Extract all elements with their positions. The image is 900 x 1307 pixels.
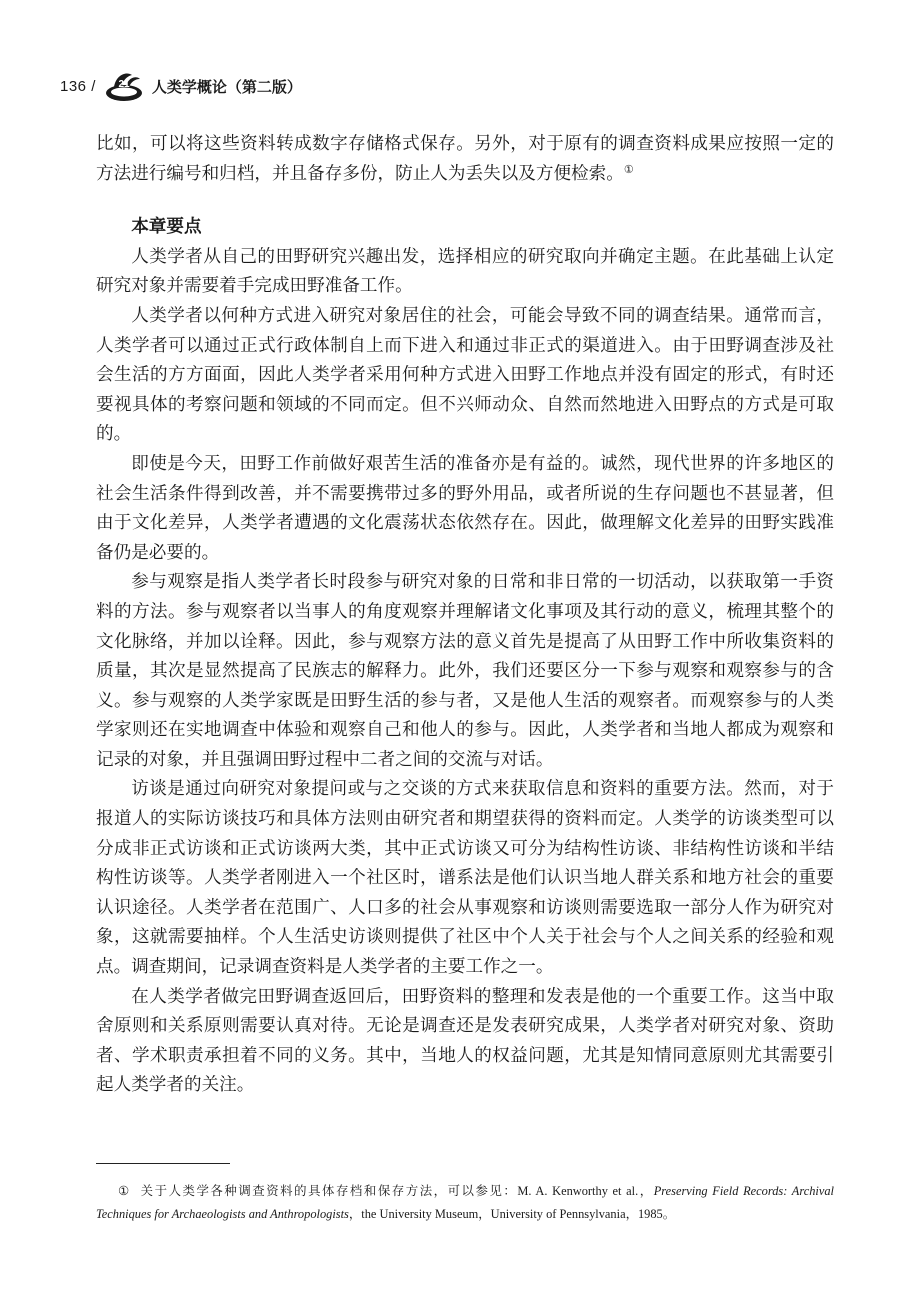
paragraph-5: 访谈是通过向研究对象提问或与之交谈的方式来获取信息和资料的重要方法。然而，对于报道人的实际访谈技巧和具体方法则由研究者和期望获得的资料而定。人类学的访谈类型可以分成非正式访谈和正式访谈两大类，其中正式访谈又可分为结构性访谈、非结构性访谈和半结构性访谈等。人类学者刚进入一个社区时，谱系法是他们认识当地人群关系和地方社会的重要认识途径。人类学者在范围广、人口多的社会从事观察和访谈则需要选取一部分人作为研究对象，这就需要抽样。个人生活史访谈则提供了社区中个人关于社会与个人之间关系的经验和观点。调查期间，记录调查资料是人类学者的主要工作之一。	[96, 779, 834, 978]
footnote-divider	[96, 1163, 230, 1164]
paragraph-4: 参与观察是指人类学者长时段参与研究对象的日常和非日常的一切活动，以获取第一手资料的方法。参与观察者以当事人的角度观察并理解诸文化事项及其行动的意义，梳理其整个的文化脉络，并加以诠释。因此，参与观察方法的意义首先是提高了从田野工作中所收集资料的质量，其次是显然提高了民族志的解释力。此外，我们还要区分一下参与观察和观察参与的含义。参与观察的人类学家既是田野生活的参与者，又是他人生活的观察者。而观察参与的人类学家则还在实地调查中体验和观察自己和他人的参与。因此，人类学者和当地人都成为观察和记录的对象，并且强调田野过程中二者之间的交流与对话。	[96, 572, 834, 770]
section-heading: 本章要点	[131, 217, 202, 238]
book-title: 人类学概论（第二版）	[151, 77, 302, 96]
intro-paragraph: 比如，可以将这些资料转成数字存储格式保存。另外，对于原有的调查资料成果应按照一定的方法进行编号和归档，并且备存多份，防止人为丢失以及方便检索。①	[96, 134, 834, 184]
publisher-logo-icon	[104, 69, 144, 103]
running-header	[60, 66, 302, 106]
paragraph-3: 即使是今天，田野工作前做好艰苦生活的准备亦是有益的。诚然，现代世界的许多地区的社会生活条件得到改善，并不需要携带过多的野外用品，或者所说的生存问题也不甚显著，但由于文化差异，人类学者遭遇的文化震荡状态依然存在。因此，做理解文化差异的田野实践准备仍是必要的。	[96, 453, 834, 563]
paragraph-2: 人类学者以何种方式进入研究对象居住的社会，可能会导致不同的调查结果。通常而言，人类学者可以通过正式行政体制自上而下进入和通过非正式的渠道进入。由于田野调查涉及社会生活的方方面面，因此人类学者采用何种方式进入田野工作地点并没有固定的形式，有时还要视具体的考察问题和领域的不同而定。但不兴师动众、自然而然地进入田野点的方式是可取的。	[96, 305, 834, 445]
footnote-ref: ①	[623, 162, 634, 176]
paragraph-6: 在人类学者做完田野调查返回后，田野资料的整理和发表是他的一个重要工作。这当中取舍原则和关系原则需要认真对待。无论是调查还是发表研究成果，人类学者对研究对象、资助者、学术职责承担着不同的义务。其中，当地人的权益问题，尤其是知情同意原则尤其需要引起人类学者的关注。	[96, 986, 834, 1096]
svg-text:21: 21	[118, 79, 130, 90]
paragraph-1: 人类学者从自己的田野研究兴趣出发，选择相应的研究取向并确定主题。在此基础上认定研究对象并需要着手完成田野准备工作。	[96, 246, 834, 297]
footnote-text: 关于人类学各种调查资料的具体存档和保存方法，可以参见：M. A. Kenworthy et al.，	[140, 1184, 654, 1198]
footnote-cited-title: Preserving Field Records: Archival Techniques for Archaeologists and Anthropologists	[96, 1184, 834, 1221]
footnote-marker: ①	[118, 1184, 131, 1198]
footnote-publisher: ，the University Museum，University of Pennsylvania，1985。	[348, 1207, 676, 1221]
page-body	[96, 130, 834, 1101]
footnote	[96, 1180, 834, 1226]
page-number: 136 /	[60, 77, 96, 95]
